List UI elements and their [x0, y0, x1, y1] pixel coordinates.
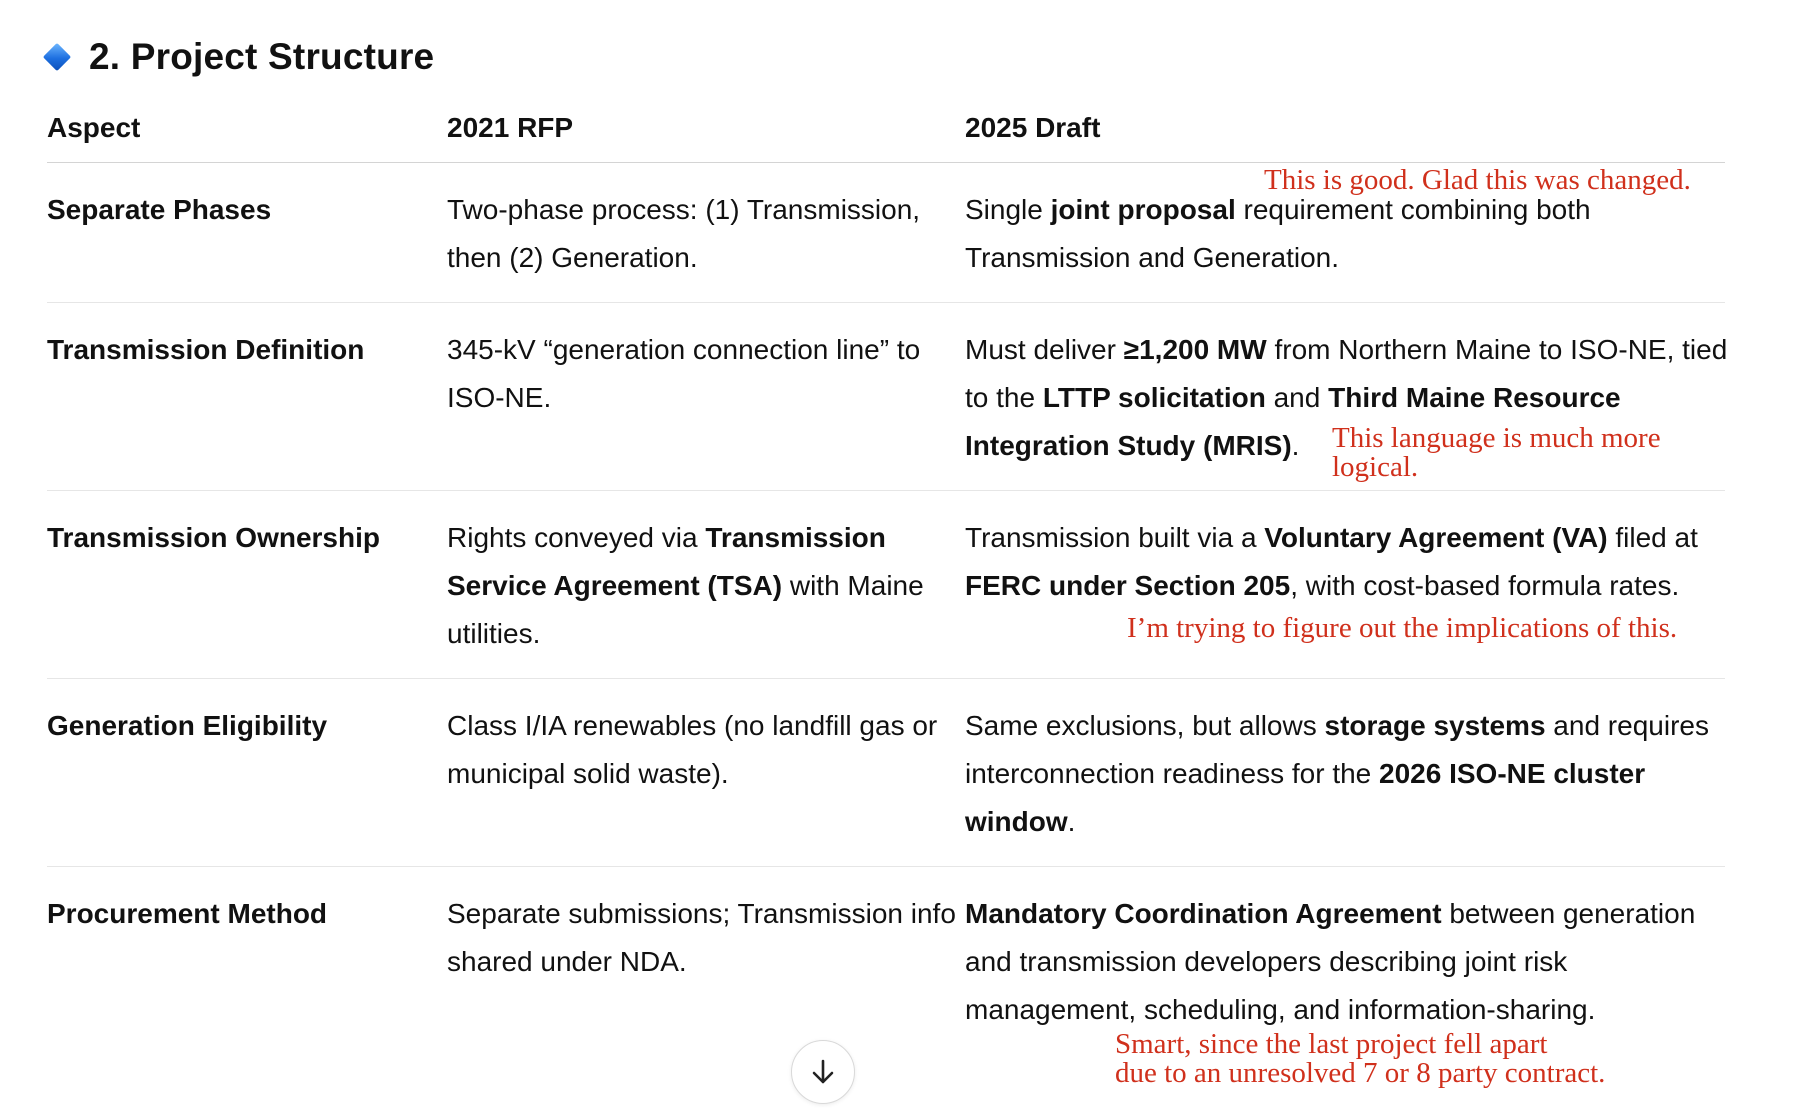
draft-2025-cell	[965, 514, 1735, 610]
aspect-cell: Transmission Ownership	[47, 522, 380, 553]
aspect-cell: Generation Eligibility	[47, 710, 328, 741]
text-span: Two-phase process: (1) Transmission, then (2) Generation.	[447, 194, 921, 273]
table-row	[47, 514, 1725, 679]
section-title: 2. Project Structure	[89, 36, 435, 77]
section-heading	[47, 36, 434, 78]
text-span: .	[1291, 430, 1300, 461]
aspect-cell: Procurement Method	[47, 898, 328, 929]
handwritten-annotation: This language is much more logical.	[1332, 422, 1661, 483]
blue-diamond-icon	[43, 43, 71, 71]
handwritten-annotation: Smart, since the last project fell apart due to an unresolved 7 or 8 party contract.	[1115, 1028, 1606, 1089]
bold-text: Mandatory Coordination Agreement	[965, 898, 1442, 929]
rfp-2021-cell	[447, 702, 967, 798]
bold-text: 2026 ISO-NE cluster window	[965, 758, 1646, 837]
column-header-2021-rfp: 2021 RFP	[447, 112, 574, 143]
text-span: , with cost-based formula rates.	[1290, 570, 1680, 601]
text-span: .	[1067, 806, 1076, 837]
bold-text: FERC under Section 205	[965, 570, 1291, 601]
text-span: Separate submissions; Transmission info shared under NDA.	[447, 898, 956, 977]
text-span: Single	[965, 194, 1051, 225]
table-row	[47, 186, 1725, 303]
text-span: Class I/IA renewables (no landfill gas or municipal solid waste).	[447, 710, 938, 789]
text-span: and requires interconnection readiness for the	[965, 710, 1709, 789]
scroll-down-button[interactable]	[791, 1040, 855, 1104]
handwritten-annotation: I’m trying to figure out the implications of this.	[1127, 612, 1678, 644]
handwritten-annotation: This is good. Glad this was changed.	[1264, 164, 1691, 196]
rfp-2021-cell	[447, 326, 967, 422]
bold-text: Voluntary Agreement (VA)	[1264, 522, 1608, 553]
rfp-2021-cell	[447, 186, 967, 282]
bold-text: storage systems	[1324, 710, 1546, 741]
table-header	[47, 112, 1725, 163]
text-span: requirement combining both Transmission and Generation.	[965, 194, 1591, 273]
table-row	[47, 890, 1725, 1040]
column-header-aspect: Aspect	[47, 112, 141, 143]
bold-text: Transmission Service Agreement (TSA)	[447, 522, 886, 601]
bold-text: ≥1,200 MW	[1123, 334, 1267, 365]
table-row	[47, 702, 1725, 867]
draft-2025-cell	[965, 186, 1735, 282]
aspect-cell: Transmission Definition	[47, 334, 365, 365]
aspect-cell: Separate Phases	[47, 194, 272, 225]
text-span: from Northern Maine to ISO-NE, tied to the	[965, 334, 1728, 413]
bold-text: Third Maine Resource Integration Study (MRIS)	[965, 382, 1621, 461]
draft-2025-cell	[965, 702, 1735, 846]
rfp-2021-cell	[447, 514, 967, 658]
column-header-2025-draft: 2025 Draft	[965, 112, 1101, 143]
draft-2025-cell	[965, 890, 1735, 1034]
text-span: filed at	[1607, 522, 1698, 553]
text-span: Must deliver	[965, 334, 1124, 365]
text-span: 345-kV “generation connection line” to ISO-NE.	[447, 334, 921, 413]
text-span: Transmission built via a	[965, 522, 1265, 553]
text-span: between generation and transmission developers describing joint risk management, scheduling, and information-sharing.	[965, 898, 1696, 1025]
bold-text: joint proposal	[1050, 194, 1236, 225]
text-span: and	[1265, 382, 1329, 413]
text-span: Same exclusions, but allows	[965, 710, 1325, 741]
arrow-down-icon	[808, 1057, 838, 1087]
rfp-2021-cell	[447, 890, 967, 986]
text-span: Rights conveyed via	[447, 522, 706, 553]
bold-text: LTTP solicitation	[1042, 382, 1266, 413]
text-span: with Maine utilities.	[447, 570, 924, 649]
